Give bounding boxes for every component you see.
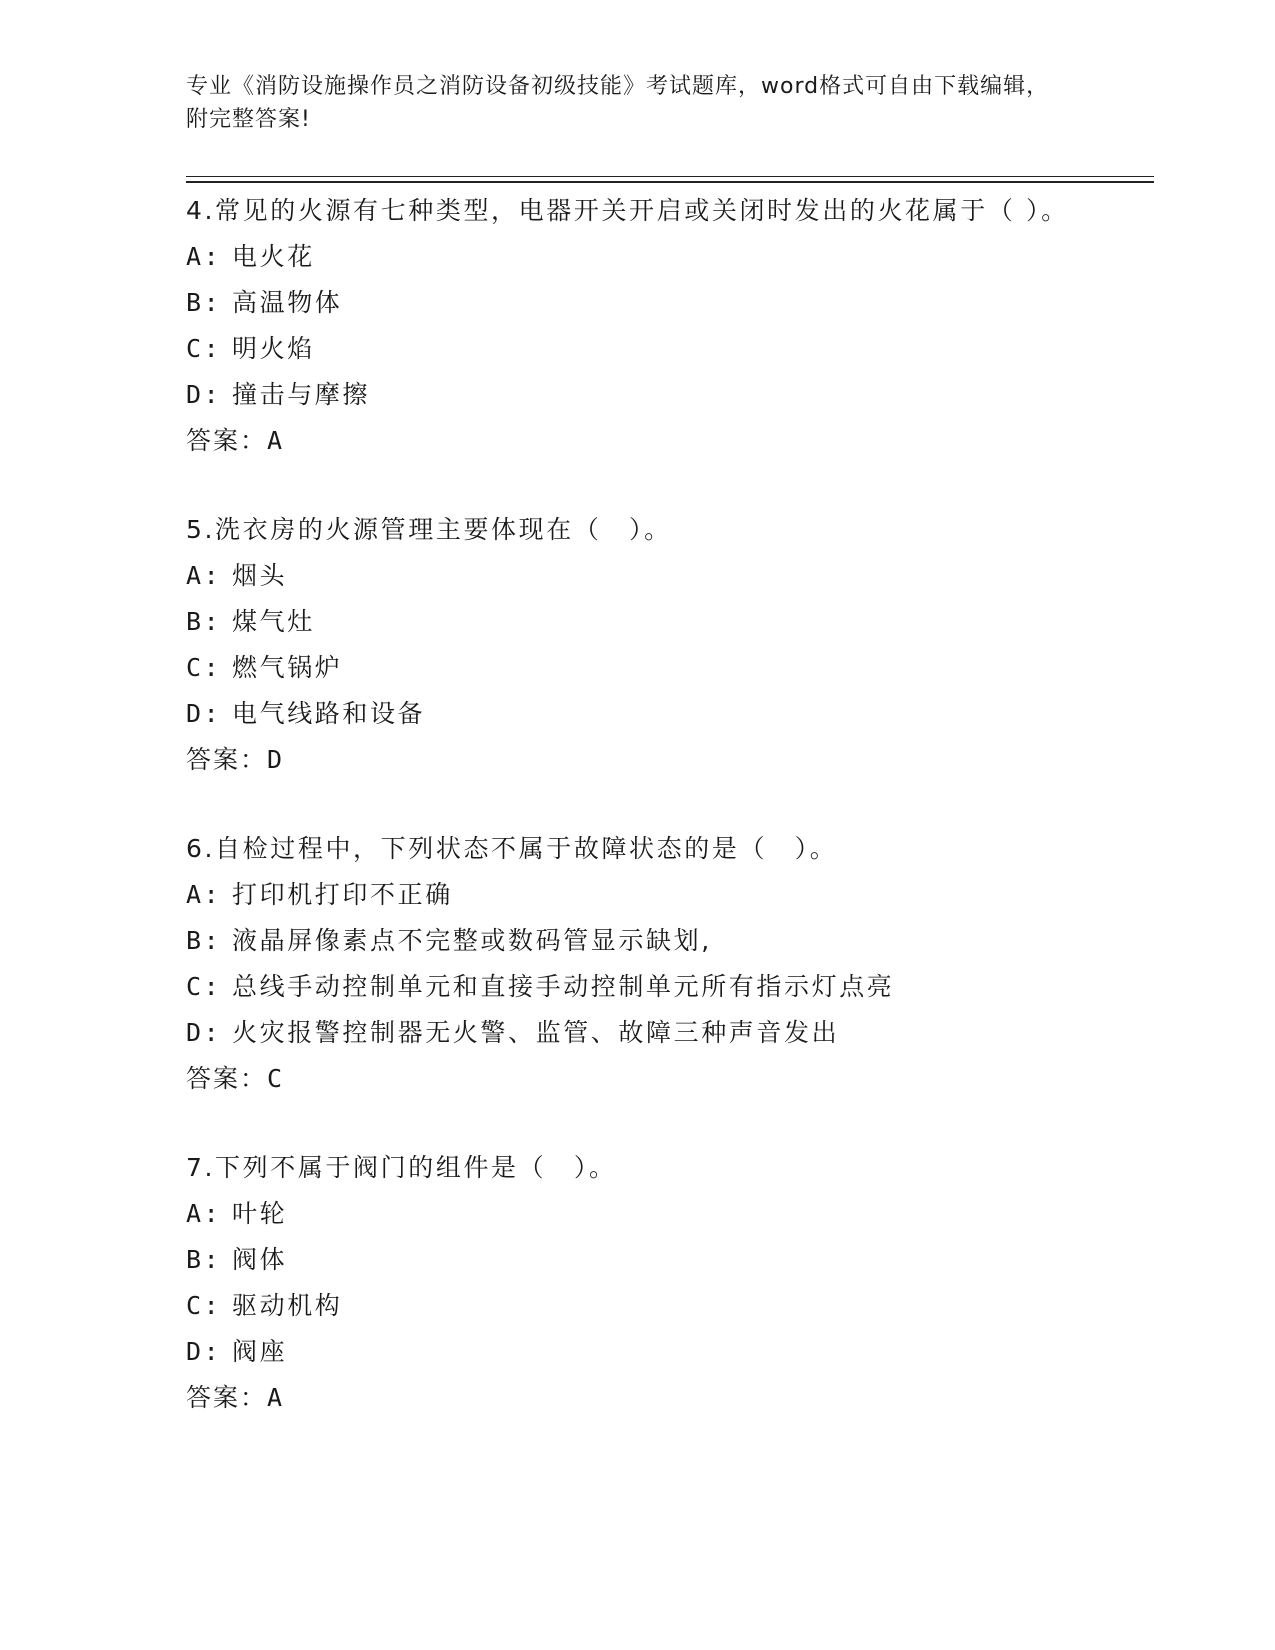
document-header: 专业《消防设施操作员之消防设备初级技能》考试题库，word格式可自由下载编辑，附完整答案!	[186, 74, 1050, 132]
option-key: B:	[186, 926, 222, 955]
option-text: 驱动机构	[232, 1291, 343, 1320]
question-item	[186, 188, 1154, 464]
answer-value: A	[267, 426, 285, 455]
option-b	[186, 280, 1154, 326]
option-text: 高温物体	[232, 288, 343, 317]
option-c	[186, 1283, 1154, 1329]
option-key: A:	[186, 1199, 222, 1228]
answer-line	[186, 418, 1154, 464]
option-d	[186, 372, 1154, 418]
option-key: C:	[186, 972, 222, 1001]
option-text: 叶轮	[232, 1199, 288, 1228]
option-a	[186, 1191, 1154, 1237]
option-c	[186, 964, 1154, 1010]
answer-line	[186, 737, 1154, 783]
answer-label: 答案：	[186, 1383, 268, 1412]
option-text: 燃气锅炉	[232, 653, 343, 682]
option-a	[186, 872, 1154, 918]
option-text: 煤气灶	[232, 607, 315, 636]
question-list	[186, 188, 1154, 1464]
option-text: 火灾报警控制器无火警、监管、故障三种声音发出	[232, 1018, 840, 1047]
question-text: 4.常见的火源有七种类型，电器开关开启或关闭时发出的火花属于（ ）。	[186, 196, 1069, 225]
option-key: C:	[186, 334, 222, 363]
option-key: A:	[186, 880, 222, 909]
option-d	[186, 1329, 1154, 1375]
option-key: D:	[186, 1337, 222, 1366]
answer-line	[186, 1375, 1154, 1421]
option-text: 阀座	[232, 1337, 288, 1366]
question-text: 5.洗衣房的火源管理主要体现在（ ）。	[186, 515, 672, 544]
option-key: D:	[186, 699, 222, 728]
question-text: 6.自检过程中，下列状态不属于故障状态的是（ ）。	[186, 834, 838, 863]
option-text: 烟头	[232, 561, 288, 590]
option-text: 阀体	[232, 1245, 288, 1274]
header-divider-thick	[186, 181, 1154, 183]
answer-label: 答案：	[186, 426, 268, 455]
option-b	[186, 918, 1154, 964]
option-text: 液晶屏像素点不完整或数码管显示缺划,	[232, 926, 712, 955]
option-text: 打印机打印不正确	[232, 880, 453, 909]
answer-value: D	[267, 745, 285, 774]
option-key: D:	[186, 380, 222, 409]
option-key: B:	[186, 1245, 222, 1274]
question-item	[186, 1145, 1154, 1421]
option-key: B:	[186, 607, 222, 636]
option-a	[186, 234, 1154, 280]
answer-label: 答案：	[186, 1064, 268, 1093]
option-d	[186, 691, 1154, 737]
answer-label: 答案：	[186, 745, 268, 774]
answer-value: A	[267, 1383, 285, 1412]
option-text: 电气线路和设备	[232, 699, 426, 728]
question-item	[186, 507, 1154, 783]
option-b	[186, 1237, 1154, 1283]
option-text: 明火焰	[232, 334, 315, 363]
option-d	[186, 1010, 1154, 1056]
option-text: 电火花	[232, 242, 315, 271]
header-divider-thin	[186, 176, 1154, 177]
option-key: C:	[186, 1291, 222, 1320]
answer-value: C	[267, 1064, 285, 1093]
option-a	[186, 553, 1154, 599]
question-item	[186, 826, 1154, 1102]
question-text: 7.下列不属于阀门的组件是（ ）。	[186, 1153, 617, 1182]
option-key: A:	[186, 242, 222, 271]
option-key: C:	[186, 653, 222, 682]
option-key: D:	[186, 1018, 222, 1047]
option-text: 总线手动控制单元和直接手动控制单元所有指示灯点亮	[232, 972, 895, 1001]
option-c	[186, 645, 1154, 691]
answer-line	[186, 1056, 1154, 1102]
option-key: A:	[186, 561, 222, 590]
option-text: 撞击与摩擦	[232, 380, 371, 409]
option-key: B:	[186, 288, 222, 317]
option-c	[186, 326, 1154, 372]
option-b	[186, 599, 1154, 645]
